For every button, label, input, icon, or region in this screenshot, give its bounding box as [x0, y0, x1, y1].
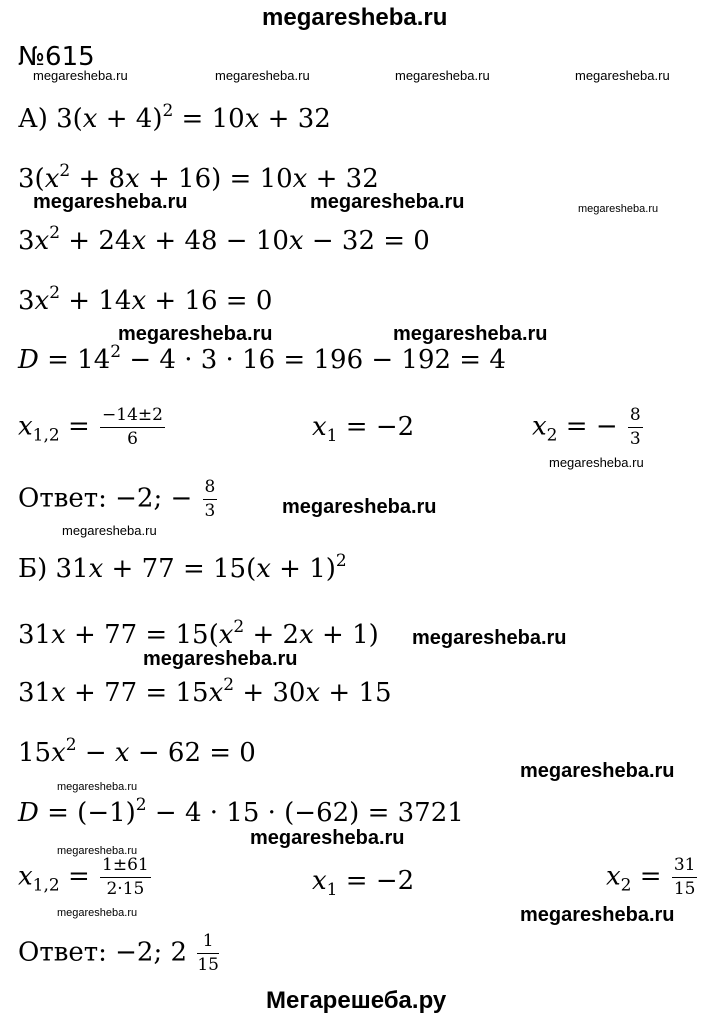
part-b-equation-4: $15x^2 - x - 62 = 0$: [18, 735, 256, 768]
watermark: megaresheba.ru: [412, 627, 567, 649]
part-b-roots-formula: $x_{1,2}$ = $\frac{1\pm 61}{2\cdot 15}$: [18, 855, 149, 899]
site-footer: Мегарешеба.ру: [266, 987, 447, 1014]
part-a-equation-4: $3x^2 + 14x + 16 = 0$: [18, 283, 273, 316]
part-b-equation-2: $31x + 77 = 15(x^2 + 2x + 1)$: [18, 617, 379, 650]
part-a-x1: $x_1 = -2$: [312, 412, 415, 446]
watermark: megaresheba.ru: [62, 523, 157, 538]
part-a-roots-formula: $x_{1,2}$ = $\frac{-14\pm 2}{6}$: [18, 405, 163, 449]
watermark: megaresheba.ru: [57, 845, 138, 857]
part-a-x2: $x_2$ = − $\frac{8}{3}$: [532, 405, 641, 449]
part-a-equation-1: А) $3(x + 4)^2 = 10x + 32$: [18, 101, 331, 134]
watermark: megaresheba.ru: [33, 191, 188, 213]
answer-label: Ответ:: [18, 937, 107, 968]
watermark: megaresheba.ru: [395, 68, 490, 83]
part-b-x1: $x_1 = -2$: [312, 866, 415, 900]
watermark: megaresheba.ru: [310, 191, 465, 213]
part-b-equation-3: $31x + 77 = 15x^2 + 30x + 15$: [18, 675, 392, 708]
part-b-equation-1: Б) $31x + 77 = 15(x + 1)^2$: [18, 551, 347, 584]
watermark: megaresheba.ru: [520, 760, 675, 782]
part-a-equation-3: $3x^2 + 24x + 48 - 10x - 32 = 0$: [18, 223, 430, 256]
fraction: $\frac{-14\pm 2}{6}$: [102, 405, 163, 449]
part-b-x2: $x_2$ = $\frac{31}{15}$: [606, 855, 696, 899]
part-b-discriminant: $D = (-1)^2 - 4 \cdot 15 \cdot (-62) = 3721$: [18, 795, 464, 828]
fraction: $\frac{1\pm 61}{2\cdot 15}$: [102, 855, 149, 899]
part-a-answer: Ответ: −2; − $\frac{8}{3}$: [18, 477, 216, 521]
watermark: megaresheba.ru: [215, 68, 310, 83]
watermark: megaresheba.ru: [393, 323, 548, 345]
watermark: megaresheba.ru: [520, 904, 675, 926]
part-a-discriminant: $D = 14^2 - 4 \cdot 3 \cdot 16 = 196 - 192 = 4$: [18, 342, 506, 375]
answer-label: Ответ:: [18, 483, 107, 514]
problem-number: №615: [18, 42, 95, 72]
fraction: $\frac{31}{15}$: [673, 855, 696, 899]
watermark: megaresheba.ru: [143, 648, 298, 670]
site-header: megaresheba.ru: [262, 4, 448, 31]
part-b-label: Б): [18, 554, 48, 584]
part-a-equation-2: $3(x^2 + 8x + 16) = 10x + 32$: [18, 161, 379, 194]
part-b-answer: Ответ: −2; 2 $\frac{1}{15}$: [18, 931, 219, 975]
fraction: $\frac{8}{3}$: [204, 477, 216, 521]
watermark: megaresheba.ru: [33, 68, 128, 83]
watermark: megaresheba.ru: [250, 827, 405, 849]
fraction: $\frac{1}{15}$: [197, 931, 219, 975]
watermark: megaresheba.ru: [575, 68, 670, 83]
watermark: megaresheba.ru: [118, 323, 273, 345]
watermark: megaresheba.ru: [57, 781, 138, 793]
part-a-label: А): [18, 104, 48, 134]
fraction: $\frac{8}{3}$: [629, 405, 641, 449]
watermark: megaresheba.ru: [282, 496, 437, 518]
watermark: megaresheba.ru: [549, 455, 644, 470]
watermark: megaresheba.ru: [578, 203, 659, 215]
watermark: megaresheba.ru: [57, 907, 138, 919]
